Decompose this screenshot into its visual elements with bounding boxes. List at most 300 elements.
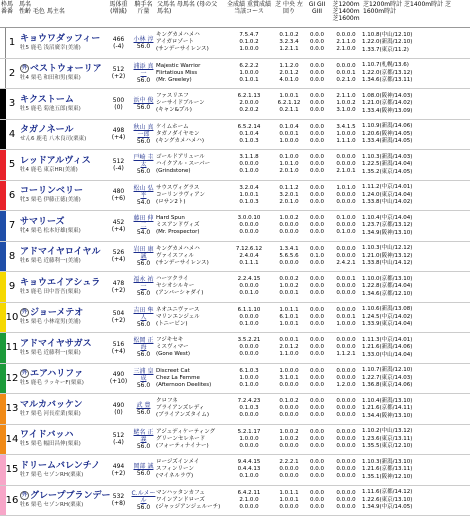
pedigree-line: ミスヴィマー bbox=[156, 344, 189, 351]
grade-line: 0.0.0 bbox=[310, 198, 324, 205]
track-line: 0.0.0.0 bbox=[279, 259, 299, 266]
grade-line: 0.0.0 bbox=[310, 215, 324, 222]
record-cell bbox=[224, 59, 274, 89]
track-line: 0.0.0.1 bbox=[279, 337, 299, 344]
jockey-cell[interactable] bbox=[131, 486, 156, 516]
horse-owner: 牡5 鹿毛 ラッキーF(栗東) bbox=[20, 380, 84, 387]
pedigree-cell bbox=[156, 303, 224, 333]
horse-number bbox=[6, 425, 18, 455]
distance-line: 0.0.0.0 bbox=[336, 191, 356, 198]
jockey-cell[interactable] bbox=[131, 150, 156, 180]
horse-name-cell[interactable] bbox=[18, 89, 106, 119]
jockey-cell[interactable] bbox=[131, 242, 156, 272]
horse-name-cell[interactable] bbox=[18, 181, 106, 211]
horse-name-text: サマリーズ bbox=[20, 216, 65, 227]
horse-name[interactable] bbox=[20, 95, 106, 106]
header-waku: 枠番 bbox=[1, 1, 8, 15]
record-cell bbox=[224, 364, 274, 394]
pedigree-line: ゴールドアリュール bbox=[156, 154, 205, 161]
grade-line: 0.0.0 bbox=[310, 107, 324, 114]
grade-line: 0.0.0 bbox=[310, 32, 324, 39]
jockey-weight: 54.0 bbox=[136, 229, 151, 237]
horse-name-cell[interactable] bbox=[18, 242, 106, 272]
jockey-name: 浜中 俊 bbox=[133, 96, 154, 104]
weight-cell bbox=[106, 89, 131, 119]
table-row[interactable] bbox=[0, 333, 470, 364]
record-cell bbox=[224, 455, 274, 485]
table-row[interactable] bbox=[0, 181, 470, 212]
horse-name[interactable] bbox=[20, 64, 106, 75]
record-line: 0.0.0.0 bbox=[239, 161, 259, 168]
record-line: 3.2.0.4 bbox=[239, 184, 259, 191]
weight-diff: (+2) bbox=[111, 286, 126, 294]
grade-line: 0.0.0 bbox=[310, 367, 324, 374]
weight: 512 bbox=[112, 157, 125, 165]
jockey-cell[interactable] bbox=[131, 120, 156, 150]
distance-line: 2.1.1.0 bbox=[336, 93, 356, 100]
jockey-cell[interactable] bbox=[131, 303, 156, 333]
jockey-weight: 56.0 bbox=[136, 290, 151, 298]
horse-name-cell[interactable] bbox=[18, 455, 106, 485]
horse-name-cell[interactable] bbox=[18, 364, 106, 394]
grade-line: 0.0.0 bbox=[310, 459, 324, 466]
table-row[interactable] bbox=[0, 425, 470, 456]
record-line: 7.5.4.7 bbox=[239, 32, 259, 39]
distance-line: 0.0.0.0 bbox=[336, 435, 356, 442]
header-weight: 馬体重 (増減) bbox=[109, 1, 128, 15]
horse-name[interactable] bbox=[20, 461, 106, 472]
weight-cell bbox=[106, 333, 131, 363]
header-time: 芝1200m時計 芝1400m時計 芝1600m時計 bbox=[363, 1, 452, 15]
horse-name-cell[interactable] bbox=[18, 303, 106, 333]
time-line: 1.22.7(東京/14.03) bbox=[362, 374, 413, 381]
distance-cell bbox=[330, 150, 362, 180]
grade-cell bbox=[304, 486, 330, 516]
pedigree-line: キングカメハメハ bbox=[156, 245, 200, 252]
distance-line: 0.0.0.0 bbox=[336, 466, 356, 473]
jockey-cell[interactable] bbox=[131, 272, 156, 302]
grade-line: 0.0.0 bbox=[310, 276, 324, 283]
time-cell bbox=[362, 59, 470, 89]
weight-cell bbox=[106, 455, 131, 485]
grade-line: 0.0.0 bbox=[310, 503, 324, 510]
track-line: 0.2.1.1 bbox=[279, 107, 299, 114]
time-line: 1.33.7(東京/11.2) bbox=[362, 46, 409, 53]
horse-name-cell[interactable] bbox=[18, 272, 106, 302]
horse-name[interactable] bbox=[20, 186, 106, 197]
time-cell bbox=[362, 364, 470, 394]
horse-name-text: マルカバッケン bbox=[20, 399, 83, 410]
distance-line: 0.0.0.1 bbox=[336, 69, 356, 76]
time-line: 1.21.0(京都/14.02) bbox=[362, 100, 413, 106]
record-cell bbox=[224, 486, 274, 516]
jockey-cell[interactable] bbox=[131, 59, 156, 89]
weight: 498 bbox=[112, 127, 125, 135]
pedigree-line: (アンバーシャダイ) bbox=[156, 290, 204, 297]
track-line: 0.0.0.0 bbox=[279, 381, 299, 388]
horse-name-text: グレープブランデー bbox=[30, 491, 111, 502]
record-line: 1.0.0.0 bbox=[239, 435, 259, 442]
horse-owner: 牝3 栗毛 伊藤正徳(美浦) bbox=[20, 197, 81, 204]
weight-cell bbox=[106, 59, 131, 89]
header-track: 芝 中央 左回り bbox=[275, 1, 303, 15]
pedigree-line: (Mr. Greeley) bbox=[156, 76, 192, 83]
grade-line: 0.0.0 bbox=[310, 337, 324, 344]
distance-line: 0.0.0.0 bbox=[336, 32, 356, 39]
grade-line: 0.0.0 bbox=[310, 62, 324, 69]
record-line: 5.2.1.17 bbox=[237, 428, 261, 435]
record-line: 7.2.4.23 bbox=[237, 398, 261, 405]
grade-line: 0.0.0 bbox=[310, 222, 324, 229]
horse-owner: 牡5 鹿毛 浅沼廣幸(美浦) bbox=[20, 44, 81, 51]
jockey-cell[interactable] bbox=[131, 333, 156, 363]
time-line: 1.10.2(中山/13.12) bbox=[362, 428, 413, 434]
weight-diff: (+6) bbox=[111, 195, 126, 203]
pedigree-line: ファスリエフ bbox=[156, 93, 189, 100]
time-cell bbox=[362, 303, 470, 333]
table-row[interactable] bbox=[0, 89, 470, 120]
record-line: 0.1.0.0 bbox=[239, 320, 259, 327]
track-cell bbox=[274, 425, 304, 455]
horse-number bbox=[6, 455, 18, 485]
weight: 516 bbox=[112, 340, 125, 348]
distance-line: 2.1.0.1 bbox=[336, 168, 356, 175]
distance-line: 0.0.0.0 bbox=[336, 337, 356, 344]
time-line: 1.33.8(中山/14.02) bbox=[362, 199, 413, 205]
time-line: 1.34.6(京都/12.10) bbox=[362, 290, 413, 297]
track-line: 6.2.1.12 bbox=[277, 100, 301, 107]
table-row[interactable] bbox=[0, 272, 470, 303]
horse-name-cell[interactable] bbox=[18, 333, 106, 363]
distance-line: 0.0.0.0 bbox=[336, 62, 356, 69]
track-line: 1.0.0.1 bbox=[279, 93, 299, 100]
horse-number-text: 13 bbox=[5, 403, 19, 415]
header-record: 全成績 重賞成績 当該コース bbox=[227, 1, 271, 15]
horse-name[interactable] bbox=[20, 430, 106, 441]
record-line: 0.1.0.0 bbox=[239, 168, 259, 175]
time-line: 1.11.6(京都/14.12) bbox=[362, 489, 413, 495]
time-cell bbox=[362, 120, 470, 150]
jockey-weight: 56.0 bbox=[136, 469, 151, 477]
pedigree-line: Discreet Cat bbox=[156, 367, 190, 374]
track-line: 1.3.4.1 bbox=[279, 245, 299, 252]
horse-number bbox=[6, 120, 18, 150]
pedigree-line: フジキセキ bbox=[156, 337, 184, 344]
weight-cell bbox=[106, 394, 131, 424]
horse-number bbox=[6, 89, 18, 119]
distance-line: 1.0.0.0 bbox=[336, 320, 356, 327]
horse-name[interactable] bbox=[20, 491, 111, 502]
horse-name[interactable] bbox=[20, 156, 106, 167]
record-line: 2.4.0.4 bbox=[239, 252, 259, 259]
table-row[interactable] bbox=[0, 150, 470, 181]
weight: 526 bbox=[112, 249, 125, 257]
horse-name-text: コーリンベリー bbox=[20, 186, 84, 197]
time-cell bbox=[362, 425, 470, 455]
distance-line: 1.1.1.0 bbox=[336, 137, 356, 144]
grade-cell bbox=[304, 455, 330, 485]
distance-cell bbox=[330, 120, 362, 150]
jockey-name: 戸崎 圭太 bbox=[133, 154, 154, 169]
time-line: 1.21.6(新潟/14.06) bbox=[362, 344, 413, 350]
jockey-cell[interactable] bbox=[131, 364, 156, 394]
jockey-cell[interactable] bbox=[131, 28, 156, 58]
distance-line: 1.1.2.1 bbox=[336, 351, 356, 358]
weight-diff: (-4) bbox=[113, 42, 124, 50]
pedigree-cell bbox=[156, 211, 224, 241]
grade-line: 0.0.0 bbox=[310, 466, 324, 473]
horse-name[interactable] bbox=[20, 369, 106, 380]
jockey-weight: 56.0 bbox=[136, 442, 151, 450]
track-line: 1.0.0.1 bbox=[279, 496, 299, 503]
distance-line: 0.0.0.0 bbox=[336, 161, 356, 168]
table-body bbox=[0, 28, 470, 516]
time-cell bbox=[362, 150, 470, 180]
weight-diff: (0) bbox=[114, 408, 123, 416]
horse-name-cell[interactable] bbox=[18, 211, 106, 241]
weight: 466 bbox=[112, 35, 125, 43]
distance-line: 0.0.0.0 bbox=[336, 222, 356, 229]
table-row[interactable] bbox=[0, 486, 470, 517]
record-line: 6.2.2.2 bbox=[239, 62, 259, 69]
horse-name-cell[interactable] bbox=[18, 59, 106, 89]
grade-line: 0.0.0 bbox=[310, 381, 324, 388]
horse-name[interactable] bbox=[20, 278, 106, 289]
pedigree-line: ハイクアル・スーパー bbox=[156, 161, 211, 168]
pedigree-line: (Mr. Prospector) bbox=[156, 229, 200, 236]
grade-line: 0.0.0 bbox=[310, 344, 324, 351]
time-line: 1.33.4(新潟/14.05) bbox=[362, 138, 413, 144]
grade-line: 0.0.0 bbox=[310, 489, 324, 496]
horse-owner: 牡5 栗毛 近藤利一(栗東) bbox=[20, 349, 81, 356]
header-distance: 芝1200m 芝1400m 芝1600m bbox=[332, 1, 360, 22]
grade-line: 0.0.0 bbox=[310, 69, 324, 76]
jockey-weight: 56.0 bbox=[136, 320, 151, 328]
distance-cell bbox=[330, 272, 362, 302]
pedigree-line: コーリンラヴィアン bbox=[156, 191, 205, 198]
jockey-name: 武 豊 bbox=[136, 401, 151, 409]
grade-line: 0.0.0 bbox=[310, 290, 324, 297]
jockey-name: 吉田 隼人 bbox=[133, 306, 154, 321]
time-cell bbox=[362, 242, 470, 272]
pedigree-cell bbox=[156, 272, 224, 302]
jockey-name: 藤田 伸二 bbox=[133, 215, 154, 230]
weight: 490 bbox=[112, 401, 125, 409]
horse-number-text: 16 bbox=[5, 494, 19, 506]
header-name-sub: 性齢 毛色 馬主名 bbox=[19, 8, 65, 15]
grade-cell bbox=[304, 333, 330, 363]
pedigree-cell bbox=[156, 486, 224, 516]
distance-line: 0.0.0.0 bbox=[336, 367, 356, 374]
distance-line: 0.0.0.0 bbox=[336, 344, 356, 351]
distance-line: 0.2.1.0 bbox=[336, 76, 356, 83]
track-line: 1.0.0.2 bbox=[279, 283, 299, 290]
pedigree-line: (キングカメハメハ) bbox=[156, 137, 205, 144]
grade-line: 0.0.0 bbox=[310, 374, 324, 381]
grade-cell bbox=[304, 242, 330, 272]
grade-line: 0.0.0 bbox=[310, 184, 324, 191]
record-cell bbox=[224, 333, 274, 363]
track-line: 1.0.0.2 bbox=[279, 215, 299, 222]
grade-cell bbox=[304, 303, 330, 333]
track-line: 1.0.0.2 bbox=[279, 428, 299, 435]
horse-owner: 牡4 鹿毛 東京HR(美浦) bbox=[20, 166, 78, 173]
horse-owner: 牝4 栗毛 松本好雄(栗東) bbox=[20, 227, 81, 234]
grade-line: 0.0.0 bbox=[310, 398, 324, 405]
table-row[interactable] bbox=[0, 120, 470, 151]
horse-owner: 牡5 栗毛 幅田昌伸(栗東) bbox=[20, 441, 81, 448]
jockey-weight: 56.0 bbox=[136, 351, 151, 359]
track-line: 2.0.1.0 bbox=[279, 168, 299, 175]
record-line: 0.1.0.3 bbox=[239, 405, 259, 412]
jockey-weight: 56.0 bbox=[136, 381, 151, 389]
pedigree-line: ロージズインメイ bbox=[156, 459, 200, 466]
horse-number bbox=[6, 486, 18, 516]
distance-line: 0.0.0.0 bbox=[336, 412, 356, 419]
grade-line: 0.0.0 bbox=[310, 46, 324, 53]
jockey-name: 小林 淳 bbox=[133, 35, 154, 43]
grade-line: 0.0.0 bbox=[310, 168, 324, 175]
pedigree-cell bbox=[156, 59, 224, 89]
weight: 532 bbox=[112, 493, 125, 501]
distance-line: 3.1.0.0 bbox=[336, 107, 356, 114]
jockey-cell[interactable] bbox=[131, 455, 156, 485]
foreign-mark: 外 bbox=[21, 492, 27, 499]
horse-name-cell[interactable] bbox=[18, 486, 111, 516]
table-row[interactable] bbox=[0, 455, 470, 486]
grade-line: 0.0.0 bbox=[310, 283, 324, 290]
record-line: 0.1.0.0 bbox=[239, 473, 259, 480]
distance-line: 0.0.0.0 bbox=[336, 496, 356, 503]
record-line: 1.0.0.0 bbox=[239, 69, 259, 76]
horse-name-cell[interactable] bbox=[18, 394, 106, 424]
distance-cell bbox=[330, 364, 362, 394]
header-jockey: 騎手名 斤量 bbox=[134, 1, 153, 15]
horse-name[interactable] bbox=[20, 125, 106, 136]
table-row[interactable] bbox=[0, 28, 470, 59]
pedigree-cell bbox=[156, 394, 224, 424]
pedigree-line: サウスヴィグラス bbox=[156, 184, 200, 191]
horse-name[interactable] bbox=[20, 247, 106, 258]
jockey-cell[interactable] bbox=[131, 211, 156, 241]
pedigree-line: Hard Spun bbox=[156, 215, 185, 222]
distance-cell bbox=[330, 303, 362, 333]
grade-cell bbox=[304, 120, 330, 150]
time-line: 1.34.9(阪神/13.10) bbox=[362, 229, 413, 236]
track-line: 3.2.3.4 bbox=[279, 39, 299, 46]
track-line: 1.1.2.0 bbox=[279, 62, 299, 69]
table-row[interactable] bbox=[0, 242, 470, 273]
horse-owner: 牡5 鹿毛 菊池五郎(栗東) bbox=[20, 105, 81, 112]
horse-name-text: キョウエイアシュラ bbox=[20, 277, 101, 288]
horse-number bbox=[6, 394, 18, 424]
time-cell bbox=[362, 455, 470, 485]
time-line: 1.10.6(新潟/13.08) bbox=[362, 306, 413, 312]
track-cell bbox=[274, 394, 304, 424]
horse-name[interactable] bbox=[20, 400, 106, 411]
pedigree-cell bbox=[156, 455, 224, 485]
distance-line: 0.0.0.0 bbox=[336, 459, 356, 466]
weight: 500 bbox=[112, 96, 125, 104]
distance-line: 0.1.0.0 bbox=[336, 215, 356, 222]
time-line: 1.10.3(中山/12.12) bbox=[362, 245, 413, 251]
track-line: 0.1.0.2 bbox=[279, 32, 299, 39]
pedigree-line: スフィンリーン bbox=[156, 466, 194, 473]
table-row[interactable] bbox=[0, 394, 470, 425]
table-row[interactable] bbox=[0, 364, 470, 395]
time-line: 1.21.0(阪神/13.12) bbox=[362, 252, 413, 259]
horse-name[interactable] bbox=[20, 308, 106, 319]
track-cell bbox=[274, 28, 304, 58]
weight-cell bbox=[106, 303, 131, 333]
record-line: 0.1.0.3 bbox=[239, 137, 259, 144]
record-cell bbox=[224, 303, 274, 333]
horse-name-text: レッドアルヴィス bbox=[20, 155, 91, 166]
horse-name-cell[interactable] bbox=[18, 120, 106, 150]
pedigree-cell bbox=[156, 181, 224, 211]
distance-line: 1.2.0.0 bbox=[336, 381, 356, 388]
record-line: 6.2.1.13 bbox=[237, 93, 261, 100]
weight: 490 bbox=[112, 371, 125, 379]
time-line: 1.11.3(中京/14.01) bbox=[362, 336, 413, 343]
horse-name-text: ドリームバレンチノ bbox=[20, 460, 101, 471]
jockey-weight: 56.0 bbox=[136, 76, 151, 84]
horse-number-text: 15 bbox=[5, 464, 19, 476]
weight-cell bbox=[106, 150, 131, 180]
record-line: 0.1.0.2 bbox=[239, 39, 259, 46]
table-row[interactable] bbox=[0, 211, 470, 242]
horse-name-cell[interactable] bbox=[18, 150, 106, 180]
pedigree-line: ネオユニヴァース bbox=[156, 306, 200, 313]
time-cell bbox=[362, 486, 470, 516]
horse-owner: 牡7 栗毛 セゾンRH(栗東) bbox=[20, 471, 84, 478]
horse-name-text: エアハリファ bbox=[30, 369, 84, 380]
distance-line: 0.0.0.0 bbox=[336, 473, 356, 480]
table-row[interactable] bbox=[0, 59, 470, 90]
horse-number-text: 3 bbox=[8, 98, 16, 110]
track-line: 1.0.1.0 bbox=[279, 161, 299, 168]
jockey-cell[interactable] bbox=[131, 394, 156, 424]
jockey-cell[interactable] bbox=[131, 181, 156, 211]
horse-name[interactable] bbox=[20, 339, 106, 350]
weight: 478 bbox=[112, 279, 125, 287]
track-line: 0.0.0.0 bbox=[279, 405, 299, 412]
horse-owner: 牡3 鹿毛 田中晋吾(栗東) bbox=[20, 288, 81, 295]
horse-name[interactable] bbox=[20, 217, 106, 228]
jockey-cell[interactable] bbox=[131, 89, 156, 119]
pedigree-line: ヴァイスフィル bbox=[156, 252, 194, 259]
jockey-cell[interactable] bbox=[131, 425, 156, 455]
horse-owner: 牡5 栗毛 小林竜男(美浦) bbox=[20, 319, 81, 326]
horse-name-cell[interactable] bbox=[18, 425, 106, 455]
horse-name[interactable] bbox=[20, 34, 106, 45]
pedigree-line: ケイムホーム bbox=[156, 123, 189, 130]
pedigree-line: (トニービン) bbox=[156, 320, 188, 327]
record-line: 1.0.0.0 bbox=[239, 46, 259, 53]
table-row[interactable] bbox=[0, 303, 470, 334]
header-pedigree: 父馬名 母馬名 (母の父馬名) bbox=[157, 1, 218, 15]
weight: 452 bbox=[112, 218, 125, 226]
time-line: 1.22.0(京都/13.12) bbox=[362, 69, 413, 76]
horse-name-text: キクストーム bbox=[20, 94, 74, 105]
track-line: 3.2.0.1 bbox=[279, 191, 299, 198]
track-line: 1.0.0.2 bbox=[279, 435, 299, 442]
jockey-name: 松山 弘平 bbox=[133, 184, 154, 199]
horse-name-cell[interactable] bbox=[18, 28, 106, 58]
track-line: 4.0.1.0 bbox=[279, 76, 299, 83]
weight-diff: (+10) bbox=[109, 378, 128, 386]
pedigree-line: (サンデーサイレンス) bbox=[156, 46, 209, 53]
